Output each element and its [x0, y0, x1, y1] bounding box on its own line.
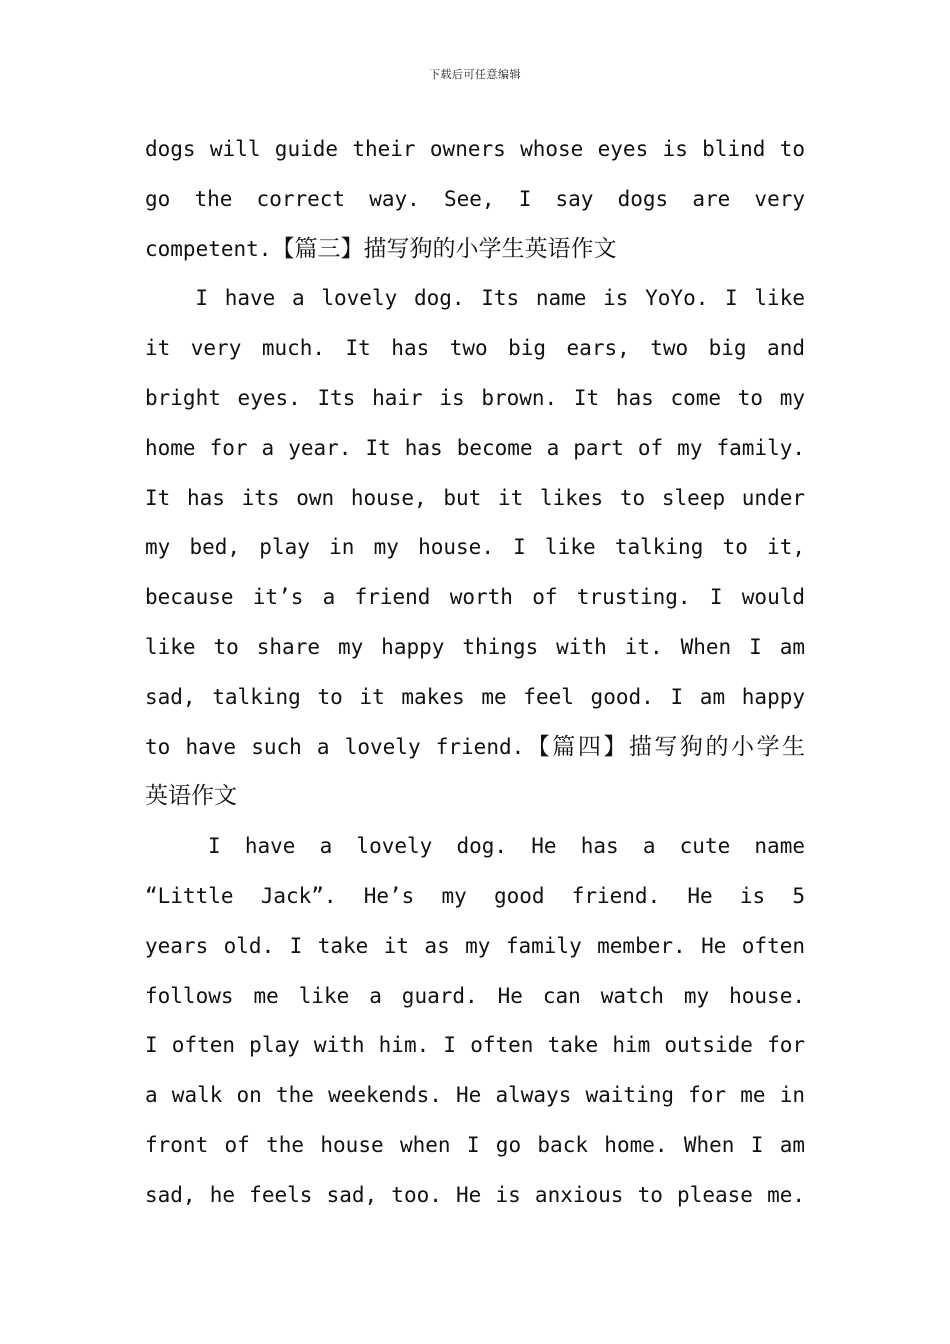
text-line: it very much. It has two big ears, two big and	[145, 336, 805, 361]
text-line: sad, he feels sad, too. He is anxious to please me.	[145, 1182, 805, 1207]
text-line: competent.【篇三】描写狗的小学生英语作文	[145, 235, 617, 262]
text-line: dogs will guide their owners whose eyes is blind to	[145, 137, 805, 161]
text-line: go the correct way. See, I say dogs are very	[145, 186, 805, 211]
text-line: years old. I take it as my family member. He often	[145, 933, 805, 958]
text-line: a walk on the weekends. He always waiting for me in	[145, 1083, 805, 1108]
text-line: It has its own house, but it likes to sleep under	[145, 485, 805, 510]
section-heading: 英语作文	[145, 783, 237, 810]
text-line: I often play with him. I often take him outside for	[145, 1033, 805, 1058]
text-line	[145, 772, 805, 822]
text-line: like to share my happy things with it. When I am	[145, 634, 805, 659]
text-line: front of the house when I go back home. When I am	[145, 1132, 805, 1157]
text-line: home for a year. It has become a part of my family.	[145, 435, 805, 460]
text-line: I have a lovely dog. Its name is YoYo. I like	[195, 286, 805, 311]
section-heading: 【篇三】描写狗的小学生英语作文	[271, 235, 617, 262]
text-line: “Little Jack”. He’s my good friend. He is 5	[145, 883, 805, 908]
section-heading: 【篇四】描写狗的小学生	[524, 733, 806, 760]
page-header: 下载后可任意编辑	[429, 68, 521, 81]
body-text	[145, 125, 805, 1221]
text-line: bright eyes. Its hair is brown. It has come to my	[145, 385, 805, 410]
text-line: because it’s a friend worth of trusting. I would	[145, 585, 805, 610]
text-line: follows me like a guard. He can watch my house.	[145, 983, 805, 1008]
text-line: to have such a lovely friend.【篇四】描写狗的小学生	[145, 733, 806, 760]
text-line: my bed, play in my house. I like talking to it,	[145, 535, 805, 560]
text-line: I have a lovely dog. He has a cute name	[208, 834, 805, 859]
text-line: sad, talking to it makes me feel good. I am happy	[145, 684, 805, 709]
